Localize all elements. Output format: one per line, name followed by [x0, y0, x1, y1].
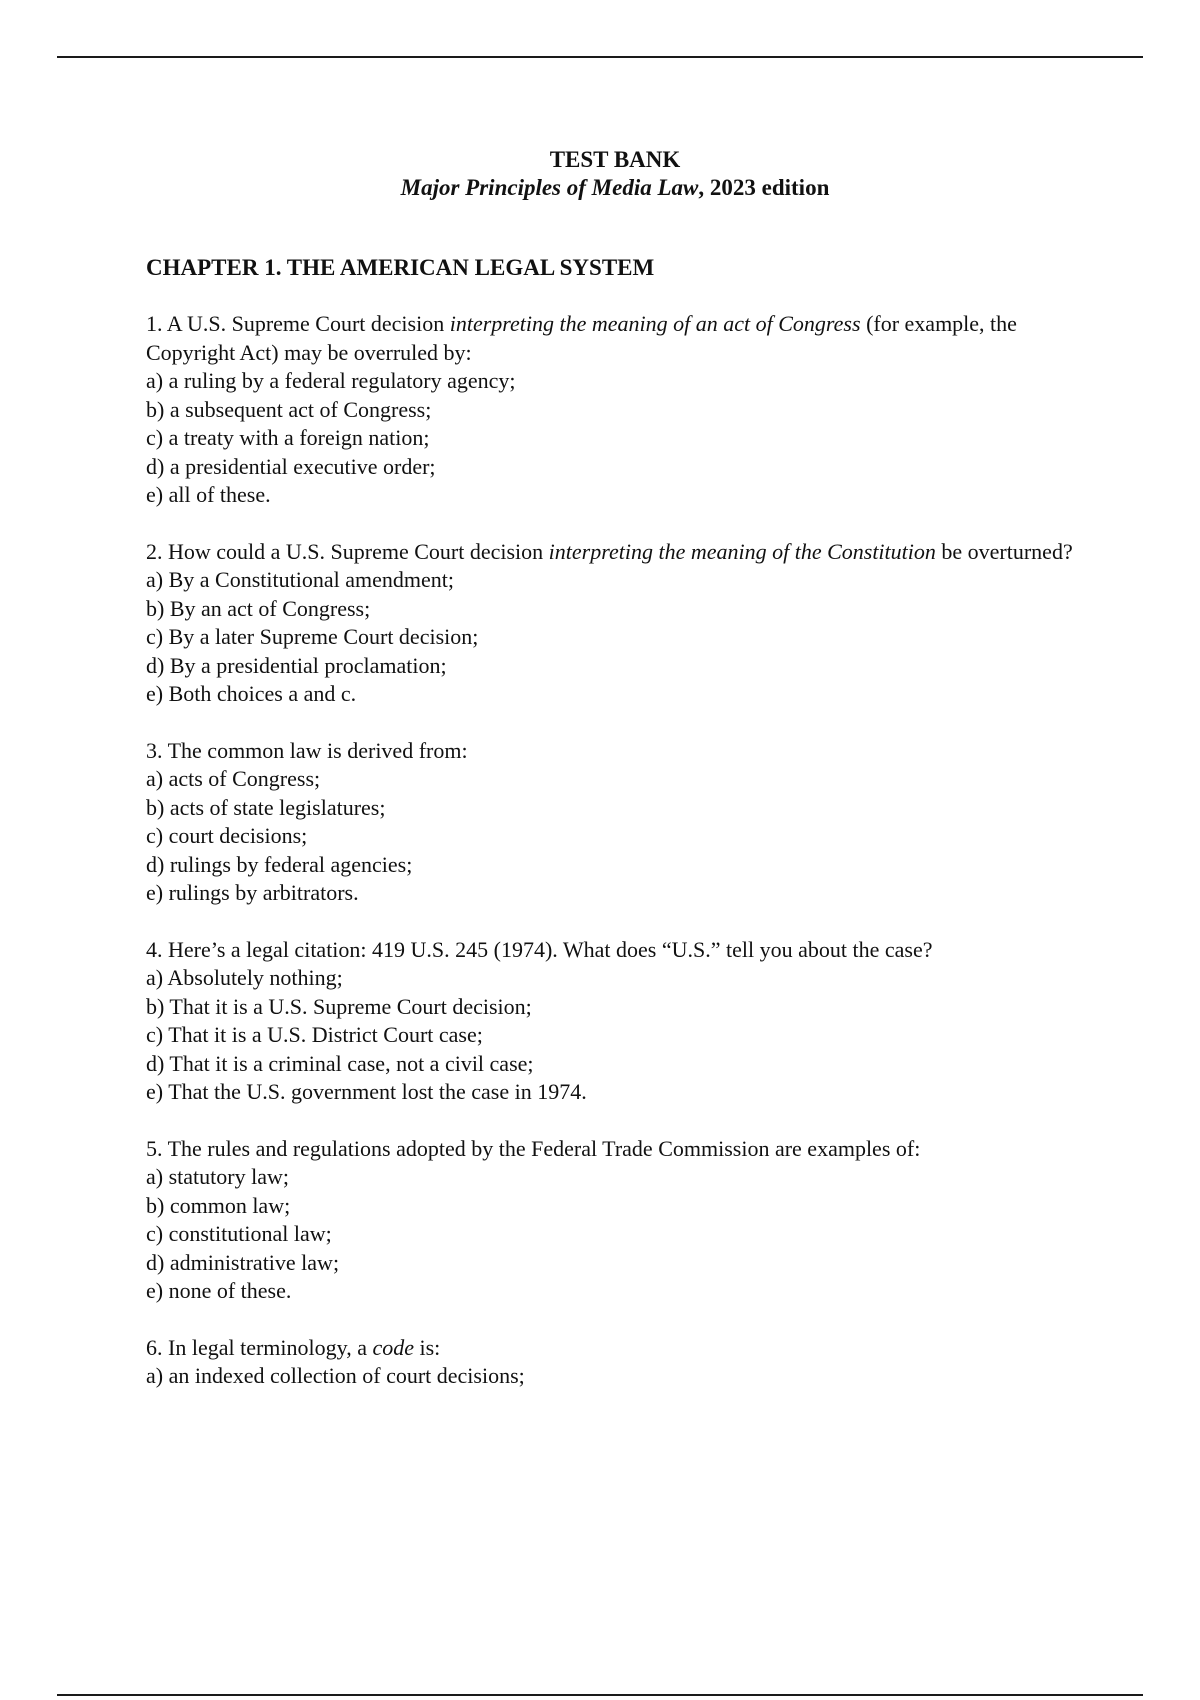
- stem-emphasis: interpreting the meaning of an act of Congress: [449, 311, 861, 336]
- answer-option: b) common law;: [146, 1192, 291, 1218]
- answer-option: a) By a Constitutional amendment;: [146, 567, 454, 592]
- document-page: [146, 146, 1076, 1391]
- answer-option: b) By an act of Congress;: [146, 595, 371, 621]
- answer-option: e) all of these.: [146, 482, 271, 507]
- answer-option: a) acts of Congress;: [146, 766, 321, 791]
- doc-title: TEST BANK: [549, 147, 681, 172]
- question-4: [146, 936, 1076, 1107]
- answer-option: a) a ruling by a federal regulatory agency;: [146, 368, 516, 393]
- answer-option: e) none of these.: [146, 1278, 292, 1303]
- question-5: [146, 1135, 1076, 1306]
- answer-option: a) Absolutely nothing;: [146, 965, 343, 990]
- question-stem: [146, 538, 1076, 567]
- question-stem: [146, 1334, 1076, 1363]
- stem-text: be overturned?: [935, 538, 1073, 564]
- answer-option: d) rulings by federal agencies;: [146, 851, 413, 877]
- question-stem: 5. The rules and regulations adopted by the Federal Trade Commission are examples of:: [146, 1135, 921, 1161]
- answer-option: d) That it is a criminal case, not a civil case;: [146, 1050, 534, 1076]
- answer-option: c) constitutional law;: [146, 1221, 332, 1246]
- answer-option: b) acts of state legislatures;: [146, 794, 386, 820]
- stem-text: 6. In legal terminology, a: [146, 1334, 373, 1360]
- stem-emphasis: interpreting the meaning of the Constitution: [548, 538, 936, 564]
- stem-text: is:: [414, 1334, 441, 1360]
- stem-text: 2. How could a U.S. Supreme Court decision: [146, 538, 549, 564]
- answer-option: d) administrative law;: [146, 1249, 340, 1275]
- answer-option: c) By a later Supreme Court decision;: [146, 624, 479, 649]
- stem-text: (for example, the Copyright Act) may be overruled by:: [146, 311, 1017, 365]
- question-1: [146, 310, 1076, 510]
- answer-option: a) statutory law;: [146, 1164, 289, 1189]
- answer-option: b) a subsequent act of Congress;: [146, 396, 432, 422]
- stem-text: 1. A U.S. Supreme Court decision: [146, 311, 450, 336]
- question-3: [146, 737, 1076, 908]
- question-6: [146, 1334, 1076, 1391]
- answer-option: e) rulings by arbitrators.: [146, 880, 359, 905]
- title-block: [0, 146, 1200, 202]
- chapter-heading: CHAPTER 1. THE AMERICAN LEGAL SYSTEM: [146, 255, 655, 280]
- answer-option: a) an indexed collection of court decisions;: [146, 1363, 525, 1388]
- answer-option: e) Both choices a and c.: [146, 681, 357, 706]
- answer-option: d) a presidential executive order;: [146, 453, 436, 479]
- edition-text: , 2023 edition: [698, 175, 830, 200]
- top-rule: [57, 56, 1143, 58]
- question-stem: 3. The common law is derived from:: [146, 737, 468, 763]
- answer-option: c) That it is a U.S. District Court case;: [146, 1022, 483, 1047]
- answer-option: d) By a presidential proclamation;: [146, 652, 447, 678]
- question-stem: 4. Here’s a legal citation: 419 U.S. 245 (1974). What does “U.S.” tell you about the case?: [146, 936, 933, 962]
- doc-subtitle: [0, 174, 1200, 202]
- stem-emphasis: code: [372, 1334, 414, 1360]
- bottom-rule: [57, 1694, 1143, 1696]
- answer-option: c) a treaty with a foreign nation;: [146, 425, 430, 450]
- answer-option: c) court decisions;: [146, 823, 308, 848]
- answer-option: e) That the U.S. government lost the case in 1974.: [146, 1079, 587, 1104]
- book-title: Major Principles of Media Law: [400, 175, 699, 200]
- question-2: [146, 538, 1076, 709]
- question-stem: [146, 310, 1076, 367]
- answer-option: b) That it is a U.S. Supreme Court decision;: [146, 993, 532, 1019]
